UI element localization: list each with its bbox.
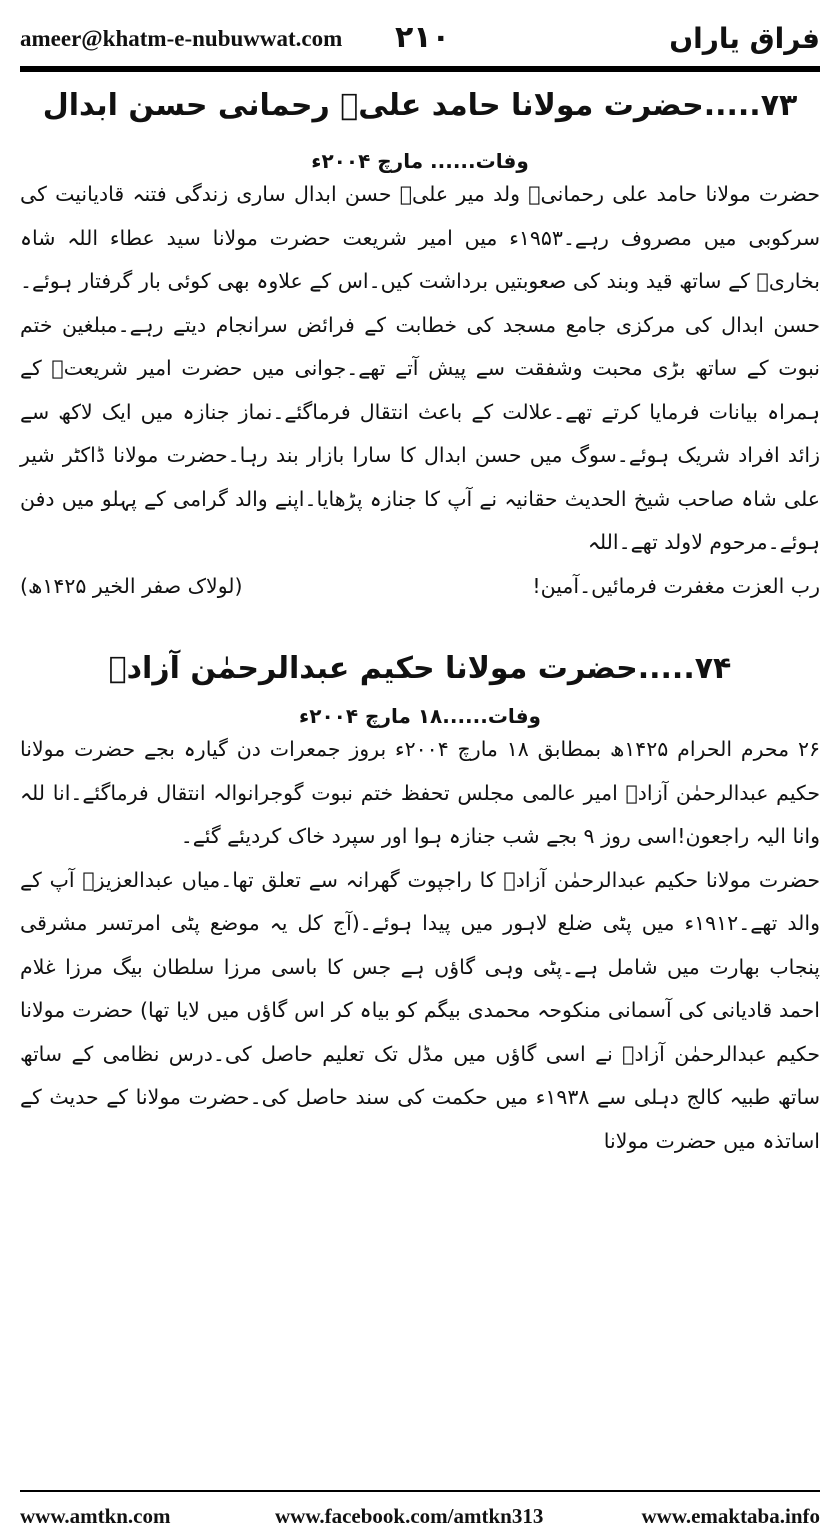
- section-title: ۷۴.....حضرت مولانا حکیم عبدالرحمٰن آزادؒ: [108, 651, 732, 686]
- paragraph: حضرت مولانا حامد علی رحمانیؒ ولد میر علیؒ حسن ابدال ساری زندگی فتنہ قادیانیت کی سرکوبی میں مصروف رہے۔۱۹۵۳ء میں امیر شریعت حضرت مولانا سید عطاء اللہ شاہ بخاریؒ کے ساتھ قید وبند کی صعوبتیں برداشت کیں۔اس کے علاوہ بھی کوئی بار گرفتار ہوئے۔حسن ابدال کی مرکزی جامع مسجد کی خطابت کے فرائض سرانجام دیتے رہے۔مبلغین ختم نبوت کے ساتھ بڑی محبت وشفقت سے پیش آتے تھے۔جوانی میں حضرت امیر شریعتؒ کے ہمراہ بیانات فرمایا کرتے تھے۔علالت کے باعث انتقال فرماگئے۔نماز جنازہ میں ایک لاکھ سے زائد افراد شریک ہوئے۔سوگ میں حسن ابدال کا سارا بازار بند رہا۔حضرت مولانا ڈاکٹر شیر علی شاہ صاحب شیخ الحدیث حقانیہ نے آپ کا جنازہ پڑھایا۔اپنے والد گرامی کے پہلو میں دفن ہوئے۔مرحوم لاولد تھے۔اللہ: [20, 182, 820, 554]
- page-footer: [20, 1500, 820, 1532]
- book-title: فراق یاراں: [669, 22, 820, 55]
- section-74: [20, 648, 820, 1163]
- page-header: [20, 20, 820, 60]
- closing-row: [20, 565, 820, 609]
- paragraph: حضرت مولانا حکیم عبدالرحمٰن آزادؒ کا راجپوت گھرانہ سے تعلق تھا۔میاں عبدالعزیزؒ آپ کے والد تھے۔۱۹۱۲ء میں پٹی ضلع لاہور میں پیدا ہوئے۔(آج کل یہ موضع پٹی امرتسر مشرقی پنجاب بھارت میں شامل ہے۔پٹی وہی گاؤں ہے جس کا باسی مرزا سلطان بیگ مرزا غلام احمد قادیانی کی آسمانی منکوحہ محمدی بیگم کو بیاہ کر اس گاؤں میں لایا تھا) حضرت مولانا حکیم عبدالرحمٰن آزادؒ نے اسی گاؤں میں مڈل تک تعلیم حاصل کی۔درس نظامی کے ساتھ ساتھ طبیہ کالج دہلی سے ۱۹۳۸ء میں حکمت کی سند حاصل کی۔حضرت مولانا کے حدیث کے اساتذہ میں حضرت مولانا: [20, 867, 821, 1153]
- section-title: ۷۳.....حضرت مولانا حامد علیؒ رحمانی حسن ابدال: [42, 88, 798, 123]
- footer-link-emaktaba[interactable]: www.emaktaba.info: [641, 1504, 820, 1528]
- header-email: ameer@khatm-e-nubuwwat.com: [20, 26, 343, 51]
- closing-line: رب العزت مغفرت فرمائیں۔آمین!: [532, 573, 820, 598]
- footer-link-facebook[interactable]: www.facebook.com/amtkn313: [275, 1504, 544, 1528]
- paragraph: ۲۶ محرم الحرام ۱۴۲۵ھ بمطابق ۱۸ مارچ ۲۰۰۴ء بروز جمعرات دن گیارہ بجے حضرت مولانا حکیم عبدالرحمٰن آزادؒ امیر عالمی مجلس تحفظ ختم نبوت گوجرانوالہ انتقال فرماگئے۔انا للہ وانا الیہ راجعون!اسی روز ۹ بجے شب جنازہ ہوا اور سپرد خاک کردیئے گئے۔: [20, 737, 820, 848]
- death-date: وفات...... مارچ ۲۰۰۴ء: [311, 149, 529, 173]
- page-number: ۲۱۰: [395, 20, 450, 55]
- page-content: [20, 85, 820, 1163]
- footer-link-amtkn[interactable]: www.amtkn.com: [20, 1504, 171, 1528]
- death-date: وفات......۱۸ مارچ ۲۰۰۴ء: [299, 704, 541, 728]
- reference: (لولاک صفر الخیر ۱۴۲۵ھ): [20, 573, 243, 598]
- section-73: [20, 85, 820, 608]
- header-rule: [20, 66, 820, 72]
- footer-rule: [20, 1490, 820, 1492]
